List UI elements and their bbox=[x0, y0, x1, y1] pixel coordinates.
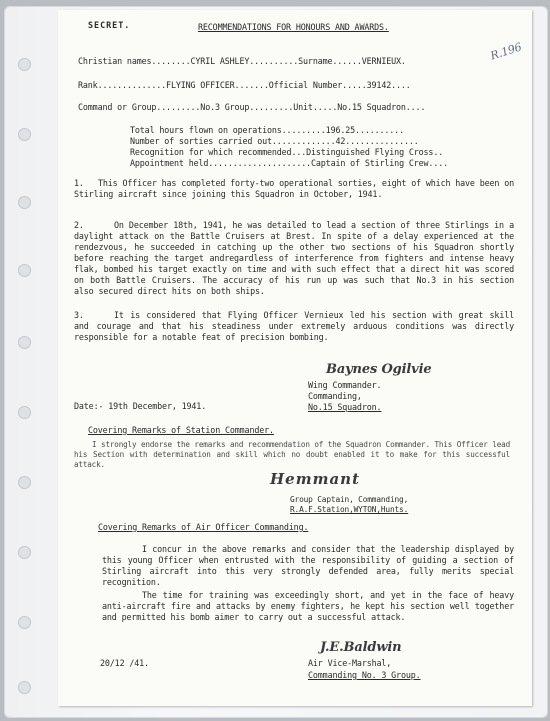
punch-hole bbox=[18, 196, 31, 209]
field-sorties: Number of sorties carried out.............42............... bbox=[130, 136, 419, 146]
aoc-remarks-2: The time for training was exceedingly short, and yet in the face of heavy anti-aircraft fire and attacks by enemy fighters, he kept his section well together and permitted his bomb aimer to carry out a successful attack. bbox=[102, 590, 514, 622]
classification: SECRET. bbox=[88, 20, 131, 30]
air-vice-marshal-signature: J.E.Baldwin bbox=[320, 640, 402, 655]
field-hours: Total hours flown on operations.........196.25.......... bbox=[130, 125, 404, 135]
paragraph-number: 3. bbox=[74, 310, 84, 320]
field-recognition: Recognition for which recommended...Distinguished Flying Cross.. bbox=[130, 147, 444, 157]
punch-hole bbox=[18, 546, 31, 559]
field-rank: Rank..............FLYING OFFICER.......Official Number.....39142.... bbox=[78, 80, 411, 90]
group-captain-role: Group Captain, Commanding, bbox=[290, 495, 409, 504]
punch-hole bbox=[18, 58, 31, 71]
station-name: R.A.F.Station,WYTON,Hunts. bbox=[290, 505, 409, 514]
punch-hole bbox=[18, 264, 31, 277]
field-christian-names: Christian names........CYRIL ASHLEY..........Surname......VERNIEUX. bbox=[78, 56, 406, 66]
document-title: RECOMMENDATIONS FOR HONOURS AND AWARDS. bbox=[198, 22, 389, 32]
paragraph-number: 1. bbox=[74, 178, 84, 188]
aoc-heading: Covering Remarks of Air Officer Commanding. bbox=[98, 522, 309, 532]
aoc-remarks-1: I concur in the above remarks and consider that the leadership displayed by this young Officer when entrusted with the responsibility of guiding a section of Stirling aircraft into this very strongly defended area, fully merits special recognition. bbox=[102, 544, 514, 587]
punch-hole bbox=[18, 616, 31, 629]
wing-commander-role: Commanding, bbox=[308, 391, 362, 401]
paragraph-number: 2. bbox=[74, 220, 84, 230]
paragraph-3: It is considered that Flying Officer Vernieux led his section with great skill and courage and that his steadiness under extremely arduous conditions was directly responsible for a notable feat of precision bombing. bbox=[74, 310, 514, 342]
station-remarks: I strongly endorse the remarks and recommendation of the Squadron Commander. This Officer lead his Section with determination and skill which no doubt enabled it to make for this successful attack. bbox=[74, 440, 510, 469]
aoc-date: 20/12 /41. bbox=[100, 658, 149, 668]
group-captain-signature: Hemmant bbox=[270, 470, 361, 488]
wing-commander-signature: Baynes Ogilvie bbox=[326, 362, 432, 377]
paragraph-1: This Officer has completed forty-two operational sorties, eight of which have been on Stirling aircraft since joining this Squadron in October, 1941. bbox=[74, 178, 514, 199]
paragraph-2: On December 18th, 1941, he was detailed to lead a section of three Stirlings in a daylight attack on the Battle Cruisers at Brest. In spite of a delay experienced at the rendezvous, he succeeded in catching up the other two sections of his Squadron shortly before reaching the target andregardless of interference from fighters and intense heavy flak, bombed his target exactly on time and with such effect that a direct hit was scored on both Battle Cruisers. The accuracy of his run up was such that No.3 in his section also secured direct hits on both ships. bbox=[74, 220, 514, 296]
document-date: Date:- 19th December, 1941. bbox=[74, 401, 207, 411]
field-appointment: Appointment held.....................Captain of Stirling Crew.... bbox=[130, 158, 448, 168]
air-vice-marshal-rank: Air Vice-Marshal, bbox=[308, 658, 392, 668]
handwritten-note: R.196 bbox=[488, 40, 524, 63]
wing-commander-unit: No.15 Squadron. bbox=[308, 402, 382, 412]
punch-hole bbox=[18, 128, 31, 141]
air-vice-marshal-role: Commanding No. 3 Group. bbox=[308, 670, 421, 680]
station-heading: Covering Remarks of Station Commander. bbox=[88, 425, 274, 435]
punch-hole bbox=[18, 681, 31, 694]
document-page bbox=[58, 10, 532, 706]
field-command: Command or Group.........No.3 Group.........Unit.....No.15 Squadron.... bbox=[78, 102, 426, 112]
punch-hole bbox=[18, 476, 31, 489]
punch-hole bbox=[18, 336, 31, 349]
punch-hole bbox=[18, 406, 31, 419]
wing-commander-rank: Wing Commander. bbox=[308, 380, 382, 390]
